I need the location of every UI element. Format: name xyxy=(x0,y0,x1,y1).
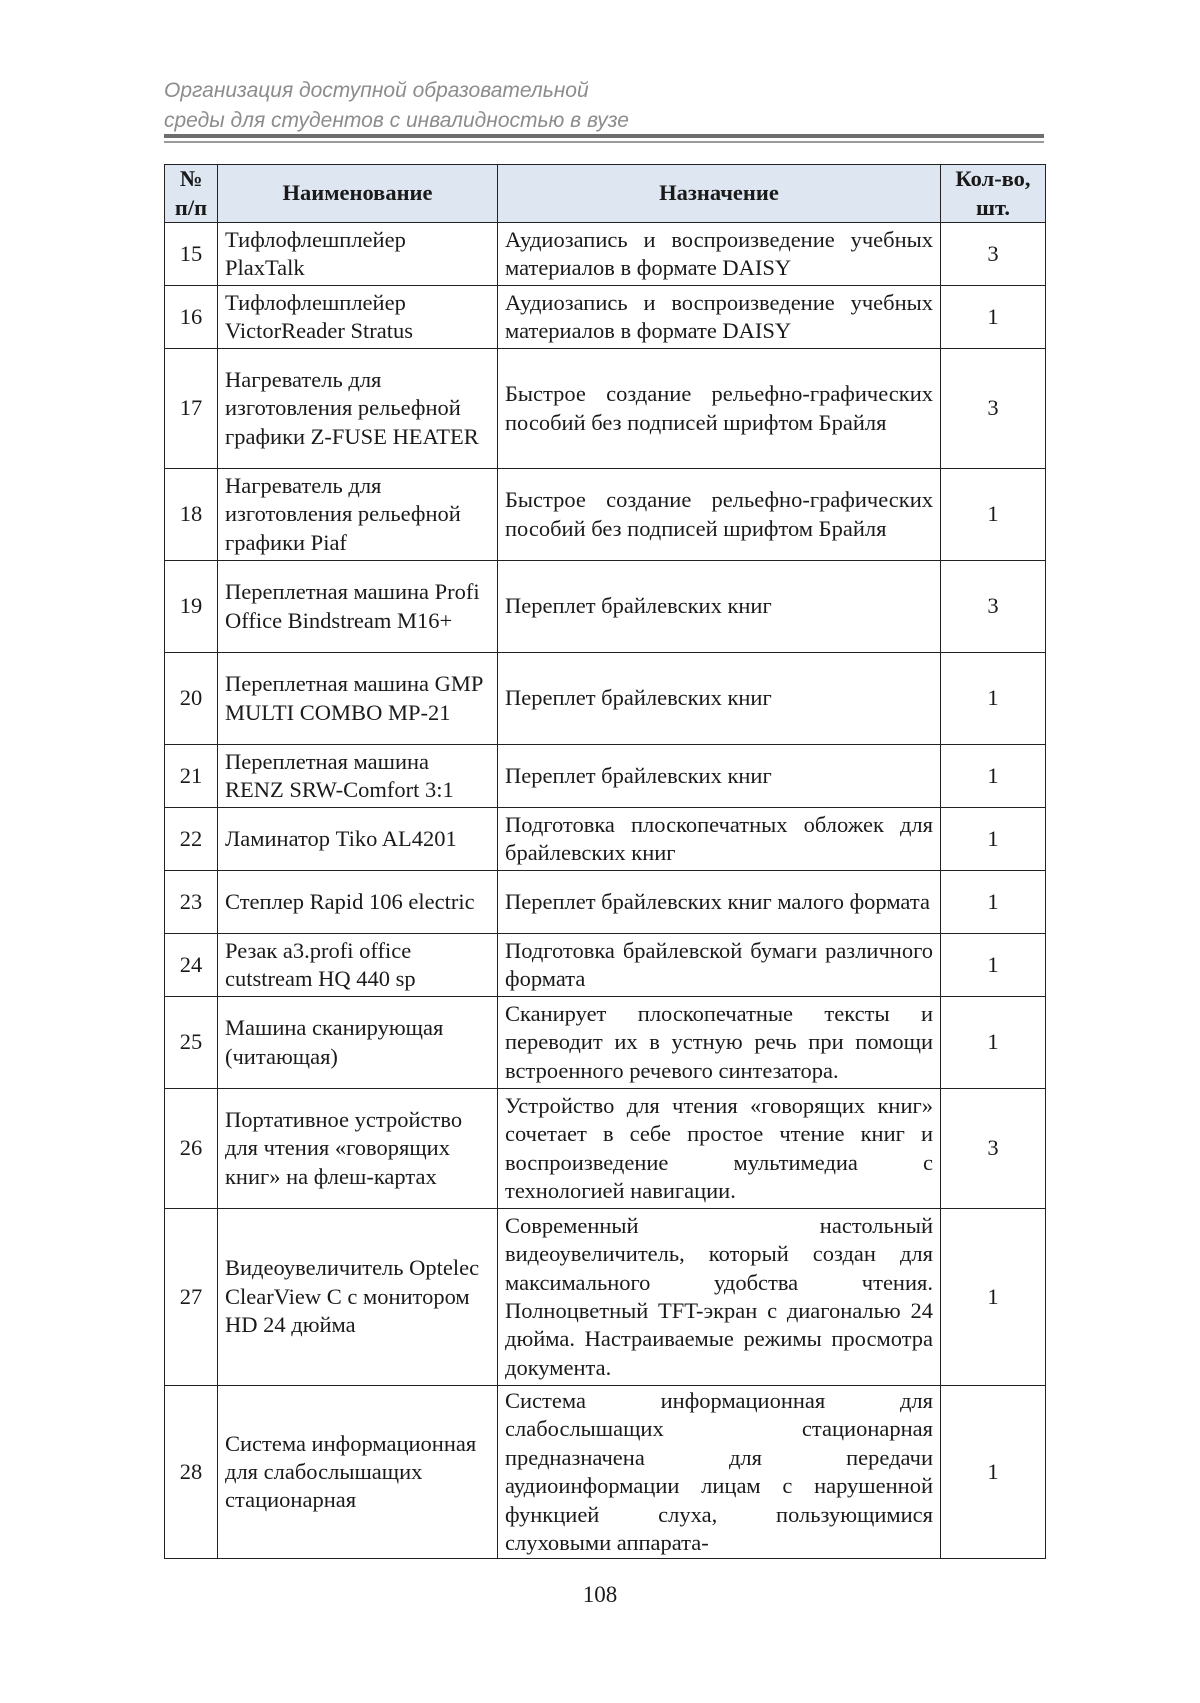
cell-qty: 1 xyxy=(941,469,1046,561)
cell-qty: 1 xyxy=(941,1386,1046,1559)
cell-num: 21 xyxy=(165,745,218,808)
cell-name: Нагреватель для изготовления рельефной графики Z-FUSE HEATER xyxy=(218,349,498,469)
cell-name: Видеоувеличитель Optelec ClearView C с монитором HD 24 дюйма xyxy=(218,1209,498,1386)
cell-purpose: Быстрое создание рельефно-графических пособий без подписей шрифтом Брайля xyxy=(498,469,941,561)
cell-purpose: Аудиозапись и воспроизведение учебных материалов в формате DAISY xyxy=(498,223,941,286)
cell-purpose: Переплет брайлевских книг xyxy=(498,561,941,653)
cell-qty: 1 xyxy=(941,286,1046,349)
cell-purpose: Аудиозапись и воспроизведение учебных материалов в формате DAISY xyxy=(498,286,941,349)
cell-purpose: Переплет брайлевских книг xyxy=(498,745,941,808)
header-num: № п/п xyxy=(165,165,218,223)
cell-num: 27 xyxy=(165,1209,218,1386)
cell-purpose: Переплет брайлевских книг малого формата xyxy=(498,871,941,934)
table-row xyxy=(165,745,1046,808)
cell-qty: 3 xyxy=(941,1089,1046,1209)
cell-qty: 1 xyxy=(941,653,1046,745)
cell-num: 20 xyxy=(165,653,218,745)
cell-name: Переплетная машина GMP MULTI COMBO MP-21 xyxy=(218,653,498,745)
table-header-row xyxy=(165,165,1046,223)
cell-name: Машина сканирующая (читающая) xyxy=(218,997,498,1089)
cell-name: Тифлофлешплейер VictorReader Stratus xyxy=(218,286,498,349)
header-purpose: Назначение xyxy=(498,165,941,223)
cell-num: 24 xyxy=(165,934,218,997)
table-row xyxy=(165,349,1046,469)
cell-name: Степлер Rapid 106 electric xyxy=(218,871,498,934)
cell-num: 15 xyxy=(165,223,218,286)
table-row xyxy=(165,808,1046,871)
cell-num: 16 xyxy=(165,286,218,349)
cell-name: Переплетная машина Profi Office Bindstream M16+ xyxy=(218,561,498,653)
cell-num: 26 xyxy=(165,1089,218,1209)
cell-purpose: Подготовка брайлевской бумаги различного формата xyxy=(498,934,941,997)
cell-num: 22 xyxy=(165,808,218,871)
table-row xyxy=(165,1386,1046,1559)
cell-purpose: Переплет брайлевских книг xyxy=(498,653,941,745)
cell-qty: 3 xyxy=(941,349,1046,469)
cell-name: Резак a3.profi office cutstream HQ 440 sp xyxy=(218,934,498,997)
page-number: 108 xyxy=(582,1582,618,1607)
cell-qty: 1 xyxy=(941,745,1046,808)
cell-qty: 1 xyxy=(941,1209,1046,1386)
cell-name: Портативное устройство для чтения «говорящих книг» на флеш-картах xyxy=(218,1089,498,1209)
cell-name: Переплетная машина RENZ SRW-Comfort 3:1 xyxy=(218,745,498,808)
cell-num: 17 xyxy=(165,349,218,469)
table-row xyxy=(165,561,1046,653)
table-row xyxy=(165,653,1046,745)
running-head-line-1: Организация доступной образовательной xyxy=(164,79,589,102)
header-qty: Кол-во, шт. xyxy=(941,165,1046,223)
cell-num: 19 xyxy=(165,561,218,653)
table-row xyxy=(165,871,1046,934)
cell-purpose: Сканирует плоскопечатные тексты и переводит их в устную речь при помощи встроенного речевого синтезатора. xyxy=(498,997,941,1089)
cell-num: 28 xyxy=(165,1386,218,1559)
header-name: Наименование xyxy=(218,165,498,223)
header-rule-thin xyxy=(164,141,1044,143)
cell-qty: 1 xyxy=(941,871,1046,934)
cell-qty: 1 xyxy=(941,997,1046,1089)
table-row xyxy=(165,1089,1046,1209)
cell-name: Система информационная для слабослышащих стационарная xyxy=(218,1386,498,1559)
table-row xyxy=(165,469,1046,561)
cell-purpose: Подготовка плоскопечатных обложек для брайлевских книг xyxy=(498,808,941,871)
cell-num: 18 xyxy=(165,469,218,561)
cell-qty: 1 xyxy=(941,808,1046,871)
cell-num: 25 xyxy=(165,997,218,1089)
cell-name: Ламинатор Tiko AL4201 xyxy=(218,808,498,871)
cell-purpose: Система информационная для слабослышащих стационарная предназначена для передачи аудиоинформации лицам с нарушенной функцией слуха, пользующимися слуховыми аппарата- xyxy=(498,1386,941,1559)
table-row xyxy=(165,997,1046,1089)
cell-qty: 3 xyxy=(941,223,1046,286)
table-row xyxy=(165,286,1046,349)
running-head-line-2: среды для студентов с инвалидностью в вузе xyxy=(164,109,629,132)
running-head xyxy=(164,76,1044,136)
cell-name: Нагреватель для изготовления рельефной графики Piaf xyxy=(218,469,498,561)
cell-qty: 3 xyxy=(941,561,1046,653)
table-row xyxy=(165,1209,1046,1386)
cell-purpose: Быстрое создание рельефно-графических пособий без подписей шрифтом Брайля xyxy=(498,349,941,469)
table-row xyxy=(165,934,1046,997)
table-row xyxy=(165,223,1046,286)
equipment-table xyxy=(164,164,1046,1559)
cell-num: 23 xyxy=(165,871,218,934)
cell-purpose: Современный настольный видеоувеличитель, который создан для максимального удобства чтения. Полноцветный TFT-экран с диагональю 24 дюйма. Настраиваемые режимы просмотра документа. xyxy=(498,1209,941,1386)
cell-name: Тифлофлешплейер PlaxTalk xyxy=(218,223,498,286)
cell-qty: 1 xyxy=(941,934,1046,997)
cell-purpose: Устройство для чтения «говорящих книг» сочетает в себе простое чтение книг и воспроизведение мультимедиа с технологией навигации. xyxy=(498,1089,941,1209)
header-rule-thick xyxy=(164,134,1044,138)
